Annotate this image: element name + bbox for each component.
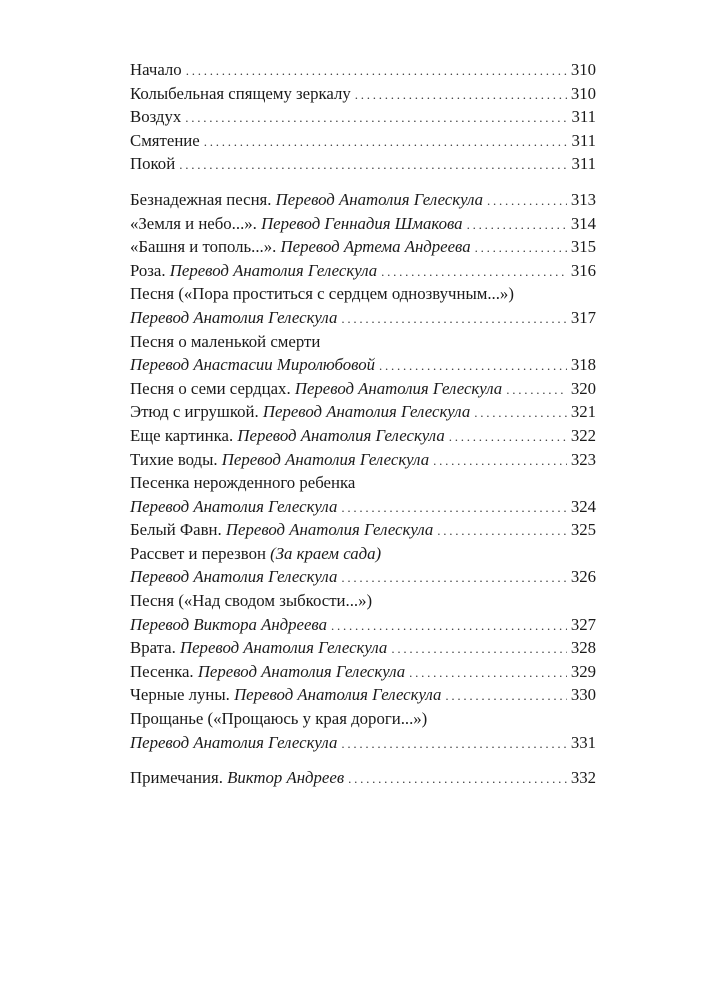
toc-entry-translator: Перевод Анастасии Миролюбовой	[130, 355, 375, 375]
toc-entry-title-line	[130, 330, 596, 354]
toc-entry-page-number: 310	[570, 60, 596, 79]
toc-entry-title: Прощанье («Прощаюсь у края дороги...»)	[130, 709, 428, 729]
dot-leader	[341, 566, 566, 590]
dot-leader	[437, 519, 567, 543]
toc-entry-page-number: 323	[570, 449, 596, 469]
toc-entry	[130, 129, 596, 153]
toc-entry-title	[130, 565, 337, 589]
dot-leader	[445, 684, 566, 708]
toc-entry-translator: Перевод Анатолия Гелескула	[262, 402, 471, 422]
toc-entry-title: «Земля и небо...». Перевод Геннадия Шмакова	[130, 213, 463, 233]
toc-entry	[130, 306, 596, 330]
toc-entry-page-number: 320	[570, 378, 596, 398]
toc-entry	[130, 613, 596, 637]
toc-entry-translator: Перевод Анатолия Гелескула	[179, 638, 388, 658]
toc-entry-title: Тихие воды. Перевод Анатолия Гелескула	[130, 449, 430, 469]
toc-entry-title: Этюд с игрушкой. Перевод Анатолия Гелескула	[130, 402, 471, 422]
toc-entry-translator: Перевод Анатолия Гелескула	[275, 189, 484, 209]
toc-entry-translator: Перевод Анатолия Гелескула	[130, 496, 338, 516]
toc-entry	[130, 235, 596, 259]
toc-entry	[130, 448, 596, 472]
toc-entry-page-number: 326	[570, 567, 596, 587]
toc-group	[130, 58, 596, 176]
toc-entry-title: Безнадежная песня. Перевод Анатолия Гелескула	[130, 189, 484, 209]
toc-entry-title: Песня («Пора проститься с сердцем однозвучным...»)	[130, 284, 514, 304]
toc-entry-title: Покой	[130, 154, 176, 174]
dot-leader	[186, 59, 567, 83]
toc-entry-title: Врата. Перевод Анатолия Гелескула	[130, 638, 388, 658]
toc-entry-title: Начало	[130, 60, 182, 79]
toc-entry-title: Примечания. Виктор Андреев	[130, 768, 345, 788]
toc-entry	[130, 400, 596, 424]
toc-entry	[130, 766, 596, 790]
toc-entry	[130, 518, 596, 542]
toc-entry-translator: Перевод Анатолия Гелескула	[197, 661, 406, 681]
toc-entry-page-number: 310	[570, 83, 596, 103]
toc-entry-page-number: 311	[571, 107, 596, 127]
toc-entry-page-number: 318	[570, 355, 596, 375]
dot-leader	[487, 189, 567, 213]
toc-entry	[130, 105, 596, 129]
toc-entry	[130, 495, 596, 519]
dot-leader	[185, 106, 567, 130]
dot-leader	[475, 236, 567, 260]
toc-entry-title-line	[130, 542, 596, 566]
toc-entry-title	[130, 306, 337, 330]
toc-entry	[130, 58, 596, 82]
dot-leader	[381, 260, 567, 284]
toc-entry-title: Белый Фавн. Перевод Анатолия Гелескула	[130, 520, 434, 540]
dot-leader	[348, 767, 567, 791]
table-of-contents	[130, 58, 596, 790]
toc-entry	[130, 188, 596, 212]
toc-entry-page-number: 324	[570, 496, 596, 516]
toc-entry-translator: Перевод Анатолия Гелескула	[221, 449, 430, 469]
toc-entry	[130, 82, 596, 106]
toc-entry-title: Рассвет и перезвон (За краем сада)	[130, 543, 382, 563]
toc-entry-page-number: 311	[571, 154, 596, 174]
toc-entry-translator: Перевод Анатолия Гелескула	[294, 378, 503, 398]
dot-leader	[433, 449, 567, 473]
toc-entry-title: Смятение	[130, 130, 200, 150]
dot-leader	[409, 661, 567, 685]
dot-leader	[204, 130, 568, 154]
toc-group	[130, 766, 596, 790]
toc-entry-page-number: 314	[570, 213, 596, 233]
toc-entry-title	[130, 353, 375, 377]
toc-entry	[130, 377, 596, 401]
toc-entry-page-number: 329	[570, 661, 596, 681]
toc-entry-title-line	[130, 707, 596, 731]
toc-entry-title: Песня о семи сердцах. Перевод Анатолия Гелескула	[130, 378, 503, 398]
toc-entry	[130, 565, 596, 589]
toc-entry-page-number: 332	[570, 768, 596, 788]
toc-entry-translator: Перевод Анатолия Гелескула	[234, 685, 442, 705]
toc-entry-title: Еще картинка. Перевод Анатолия Гелескула	[130, 425, 445, 445]
toc-entry-title: «Башня и тополь...». Перевод Артема Андреева	[130, 237, 471, 257]
toc-entry-page-number: 327	[570, 614, 596, 634]
toc-entry-page-number: 325	[570, 520, 596, 540]
toc-entry-page-number: 328	[570, 638, 596, 658]
toc-entry-translator: Виктор Андреев	[227, 768, 345, 788]
toc-entry-title: Колыбельная спящему зеркалу	[130, 83, 351, 103]
toc-entry-title: Песня («Над сводом зыбкости...»)	[130, 591, 373, 611]
toc-entry-title: Песенка нерожденного ребенка	[130, 473, 356, 493]
toc-entry-translator: Перевод Анатолия Гелескула	[237, 425, 445, 445]
dot-leader	[341, 496, 566, 520]
toc-entry-translator: Перевод Анатолия Гелескула	[130, 567, 338, 587]
toc-entry-page-number: 311	[571, 130, 596, 150]
toc-entry-translator: Перевод Анатолия Гелескула	[225, 520, 434, 540]
toc-entry-title	[130, 613, 327, 637]
toc-entry	[130, 636, 596, 660]
toc-entry-title-line	[130, 471, 596, 495]
dot-leader	[467, 213, 567, 237]
toc-entry	[130, 683, 596, 707]
toc-entry-title	[130, 495, 337, 519]
toc-entry-title-line	[130, 589, 596, 613]
toc-entry-subtitle: (За краем сада)	[270, 543, 382, 563]
toc-entry	[130, 660, 596, 684]
toc-entry-page-number: 316	[570, 260, 596, 280]
dot-leader	[341, 732, 566, 756]
toc-group	[130, 188, 596, 754]
dot-leader	[179, 153, 567, 177]
toc-entry-title: Черные луны. Перевод Анатолия Гелескула	[130, 685, 442, 705]
toc-entry-title: Воздух	[130, 107, 182, 127]
toc-entry-title-line	[130, 282, 596, 306]
toc-entry-translator: Перевод Анатолия Гелескула	[130, 732, 338, 752]
toc-entry-title: Песенка. Перевод Анатолия Гелескула	[130, 661, 406, 681]
toc-entry-page-number: 317	[570, 307, 596, 327]
toc-entry-translator: Перевод Анатолия Гелескула	[130, 307, 338, 327]
toc-entry-page-number: 330	[570, 685, 596, 705]
dot-leader	[341, 307, 566, 331]
toc-entry-page-number: 313	[570, 189, 596, 209]
toc-entry	[130, 212, 596, 236]
toc-entry	[130, 353, 596, 377]
dot-leader	[391, 637, 567, 661]
dot-leader	[449, 425, 567, 449]
dot-leader	[331, 614, 567, 638]
toc-entry-translator: Перевод Артема Андреева	[280, 237, 471, 257]
toc-entry	[130, 731, 596, 755]
dot-leader	[355, 83, 567, 107]
dot-leader	[506, 378, 567, 402]
toc-entry-page-number: 321	[570, 402, 596, 422]
toc-entry-page-number: 322	[570, 425, 596, 445]
toc-entry-translator: Перевод Анатолия Гелескула	[169, 260, 378, 280]
toc-entry-title: Песня о маленькой смерти	[130, 331, 321, 351]
toc-entry-title	[130, 731, 337, 755]
toc-entry	[130, 424, 596, 448]
toc-entry-page-number: 315	[570, 237, 596, 257]
toc-entry-translator: Перевод Геннадия Шмакова	[261, 213, 463, 233]
toc-entry	[130, 259, 596, 283]
toc-entry-title: Роза. Перевод Анатолия Гелескула	[130, 260, 378, 280]
toc-entry-translator: Перевод Виктора Андреева	[130, 614, 327, 634]
toc-entry	[130, 152, 596, 176]
dot-leader	[379, 354, 567, 378]
toc-entry-page-number: 331	[570, 732, 596, 752]
dot-leader	[474, 401, 567, 425]
